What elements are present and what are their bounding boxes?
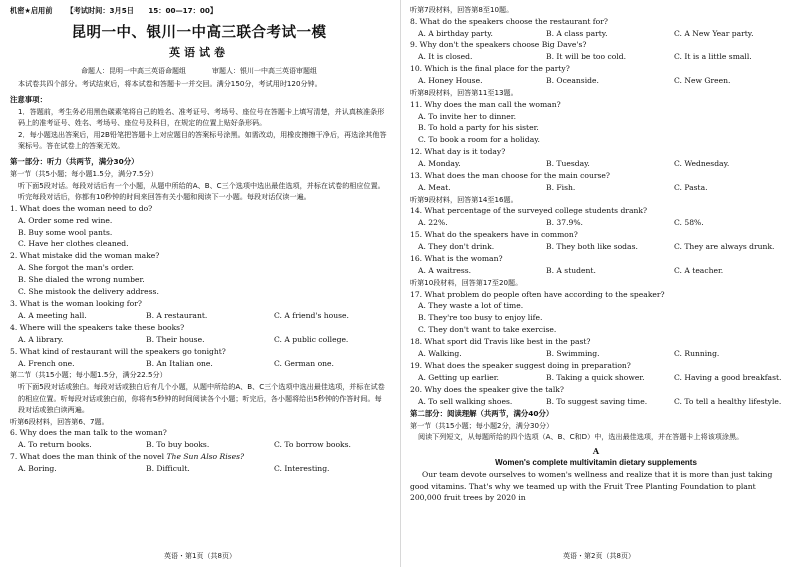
passage-title: Women's complete multivitamin dietary supplements (495, 457, 697, 467)
option-11c: C. To book a room for a holiday. (418, 135, 540, 145)
option-14c: C. 58%. (674, 218, 704, 228)
options-4 (10, 334, 388, 346)
question-11: 11. Why does the man call the woman? (410, 99, 561, 109)
secret-mark: 机密★启用前 (10, 6, 53, 15)
question-15: 15. What do the speakers have in common? (410, 230, 578, 240)
option-15b: B. They both like sodas. (546, 242, 638, 252)
question-14: 14. What percentage of the surveyed college students drank? (410, 206, 648, 216)
option-8b: B. A class party. (546, 28, 608, 38)
passage-letter: A (592, 445, 600, 456)
option-7a: A. Boring. (18, 464, 57, 474)
option-10c: C. New Green. (674, 76, 731, 86)
question-19: 19. What does the speaker suggest doing in preparation? (410, 360, 631, 370)
option-5c: C. German one. (274, 358, 334, 368)
notes-heading: 注意事项： (10, 94, 47, 104)
option-8a: A. A birthday party. (418, 28, 493, 38)
option-10a: A. Honey House. (418, 76, 483, 86)
note-1: 1．答题前，考生务必用黑色碳素笔将自己的姓名、准考证号、考场号、座位号在答题卡上填写清楚，并认真核准条形码上的准考证号、姓名、考场号、座位号及科目，在规定的位置上贴好条形码。 (18, 106, 385, 128)
page-fold-divider (400, 0, 401, 567)
page-1-footer: 英语・第1页（共8页） (164, 552, 236, 560)
authors-row (10, 64, 388, 78)
question-2: 2. What mistake did the woman make? (10, 251, 160, 261)
option-12b: B. Tuesday. (546, 159, 590, 169)
option-15c: C. They are always drunk. (674, 242, 775, 252)
option-7c: C. Interesting. (274, 464, 330, 474)
option-11b: B. To hold a party for his sister. (418, 123, 539, 133)
options-18 (410, 348, 782, 360)
option-12c: C. Wednesday. (674, 159, 730, 169)
option-3b: B. A restaurant. (146, 310, 208, 320)
question-18: 18. What sport did Travis like best in the past? (410, 337, 591, 347)
option-18b: B. Swimming. (546, 349, 600, 359)
options-15 (410, 241, 782, 253)
option-16a: A. A waitress. (418, 266, 472, 275)
material-7-heading: 听第7段材料，回答第8至10题。 (410, 5, 514, 14)
question-13: 13. What does the man choose for the main course? (410, 171, 610, 181)
question-7-text: 7. What does the man think of the novel (10, 452, 167, 462)
option-20c: C. To tell a healthy lifestyle. (674, 396, 782, 406)
material-10-heading: 听第10段材料，回答第17至20题。 (410, 277, 523, 287)
option-17a: A. They waste a lot of time. (418, 301, 524, 311)
options-7 (10, 463, 388, 475)
options-16 (410, 265, 782, 277)
exam-subtitle: 英语试卷 (169, 46, 229, 59)
section1-heading: 第一节（共5小题；每小题1.5分，满分7.5分） (10, 168, 158, 178)
option-10b: B. Oceanside. (546, 76, 599, 86)
option-4c: C. A public college. (274, 334, 349, 344)
options-19 (410, 372, 782, 384)
option-19a: A. Getting up earlier. (418, 372, 499, 382)
reading-section1-instructions: 阅读下列短文，从每题所给的四个选项（A、B、C和D）中，选出最佳选项，并在答题卡上将该项涂黑。 (418, 432, 744, 442)
option-13b: B. Fish. (546, 182, 576, 192)
option-19c: C. Having a good breakfast. (674, 372, 782, 382)
option-11a: A. To invite her to dinner. (418, 111, 517, 121)
page-2-footer: 英语・第2页（共8页） (563, 552, 635, 560)
option-5a: A. French one. (18, 358, 75, 368)
option-12a: A. Monday. (418, 159, 461, 169)
exam-page-2 (404, 0, 794, 567)
exam-time: 【考试时间：3月5日 15：00—17：00】 (66, 6, 218, 15)
option-20a: A. To sell walking shoes. (418, 396, 513, 406)
material-9-heading: 听第9段材料，回答第14至16题。 (410, 194, 518, 204)
options-5 (10, 358, 388, 370)
option-20b: B. To suggest saving time. (546, 396, 648, 406)
option-4a: A. A library. (18, 334, 64, 344)
option-18a: A. Walking. (418, 349, 462, 359)
option-17c: C. They don't want to take exercise. (418, 325, 557, 335)
options-14 (410, 217, 782, 229)
question-3: 3. What is the woman looking for? (10, 299, 142, 308)
option-7b: B. Difficult. (146, 464, 190, 474)
question-20: 20. Why does the speaker give the talk? (410, 384, 564, 394)
options-12 (410, 158, 782, 170)
option-1b: B. Buy some wool pants. (18, 227, 113, 237)
exam-intro: 本试卷共四个部分。考试结束后，将本试卷和答题卡一并交回。满分150分，考试用时120分钟。 (18, 79, 322, 88)
options-9 (410, 51, 782, 63)
question-16: 16. What is the woman? (410, 254, 503, 264)
option-9b: B. It will be too cold. (546, 52, 626, 62)
option-18c: C. Running. (674, 349, 720, 359)
option-17b: B. They're too busy to enjoy life. (418, 313, 543, 323)
option-2b: B. She dialed the wrong number. (18, 275, 145, 285)
reading-section1-heading: 第一节（共15小题；每小题2分，满分30分） (410, 420, 554, 430)
options-8 (410, 28, 782, 40)
option-15a: A. They don't drink. (418, 242, 495, 252)
question-7-novel-title: The Sun Also Rises? (166, 452, 245, 462)
part1-heading: 第一部分：听力（共两节，满分30分） (10, 156, 139, 166)
note-2: 2．每小题选出答案后，用2B铅笔把答题卡上对应题目的答案标号涂黑。如需改动，用橡皮擦擦干净后，再选涂其他答案标号。答在试卷上的答案无效。 (18, 129, 387, 151)
question-10: 10. Which is the final place for the party? (410, 64, 570, 74)
question-5: 5. What kind of restaurant will the speakers go tonight? (10, 346, 226, 356)
question-9: 9. Why don't the speakers choose Big Dave's? (410, 40, 587, 50)
option-6b: B. To buy books. (146, 440, 210, 450)
section2-instructions: 听下面5段对话或独白。每段对话或独白后有几个小题，从题中所给的A、B、C三个选项中选出最佳选项，并标在试卷的相应位置。听每段对话或独白前，你将有5秒钟的时间阅读各个小题；听完后，各小题将给出5秒钟的作答时间。每段对话或独白读两遍。 (18, 382, 385, 415)
option-13c: C. Pasta. (674, 182, 708, 192)
option-1a: A. Order some red wine. (18, 215, 113, 225)
option-19b: B. Taking a quick shower. (546, 372, 645, 382)
option-14b: B. 37.9%. (546, 218, 583, 228)
question-12: 12. What day is it today? (410, 147, 506, 157)
question-8: 8. What do the speakers choose the restaurant for? (410, 16, 608, 26)
option-16c: C. A teacher. (674, 266, 724, 275)
material-8-heading: 听第8段材料，回答第11至13题。 (410, 88, 518, 98)
part2-heading: 第二部分：阅读理解（共两节，满分40分） (410, 408, 554, 418)
question-4: 4. Where will the speakers take these books? (10, 322, 185, 332)
option-1c: C. Have her clothes cleaned. (18, 239, 129, 249)
options-13 (410, 182, 782, 194)
option-4b: B. Their house. (146, 334, 205, 344)
option-13a: A. Meat. (418, 182, 451, 192)
header-row (10, 4, 388, 18)
question-1: 1. What does the woman need to do? (10, 203, 153, 213)
material-6-heading: 听第6段材料，回答第6、7题。 (10, 416, 109, 426)
options-6 (10, 439, 388, 451)
author-left: 命题人：昆明一中高三英语命题组 (81, 67, 186, 75)
option-2a: A. She forgot the man's order. (18, 263, 134, 273)
option-9c: C. It is a little small. (674, 52, 752, 62)
option-5b: B. An Italian one. (146, 358, 213, 368)
options-10 (410, 75, 782, 87)
option-3c: C. A friend's house. (274, 310, 349, 320)
options-20 (410, 396, 782, 408)
passage-text: Our team devote ourselves to women's wellness and realize that it is more than just taking good vitamins. That's why we teamed up with the Fruit Tree Planting Foundation to plant 200,000 fruit trees by 2020 in (410, 469, 773, 503)
option-9a: A. It is closed. (418, 52, 473, 62)
option-6c: C. To borrow books. (274, 440, 351, 450)
exam-title: 昆明一中、银川一中高三联合考试一模 (71, 25, 327, 41)
option-2c: C. She mistook the delivery address. (18, 287, 159, 297)
option-8c: C. A New Year party. (674, 28, 754, 38)
question-7 (10, 451, 388, 463)
options-3 (10, 310, 388, 322)
option-6a: A. To return books. (18, 440, 92, 450)
author-right: 审题人：银川一中高三英语审题组 (212, 67, 317, 75)
option-3a: A. A meeting hall. (18, 310, 87, 320)
question-17: 17. What problem do people often have according to the speaker? (410, 289, 665, 299)
option-16b: B. A student. (546, 266, 596, 275)
option-14a: A. 22%. (418, 218, 448, 228)
section1-instructions: 听下面5段对话。每段对话后有一个小题，从题中所给的A、B、C三个选项中选出最佳选项，并标在试卷的相应位置。听完每段对话后，你都有10秒钟的时间来回答有关小题和阅读下一小题。每段对话仅读一遍。 (18, 180, 385, 202)
section2-heading: 第二节（共15小题；每小题1.5分，满分22.5分） (10, 370, 167, 380)
question-6: 6. Why does the man talk to the woman? (10, 428, 167, 438)
